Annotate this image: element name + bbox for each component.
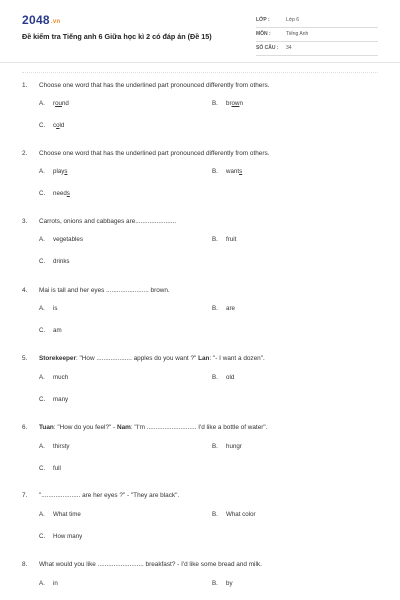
option-underlined: s <box>239 168 243 175</box>
option-c[interactable] <box>39 396 68 403</box>
option-label: C. <box>39 258 46 265</box>
option-text: am <box>53 327 62 334</box>
option-b[interactable] <box>212 236 236 243</box>
option-c[interactable] <box>39 190 70 197</box>
question-text-part: : "- I want a dozen". <box>209 355 265 362</box>
meta-value: 34 <box>286 45 292 51</box>
option-text: n <box>239 100 243 107</box>
option-c[interactable] <box>39 327 62 334</box>
option-b[interactable] <box>212 305 235 312</box>
option-text: nd <box>61 100 69 107</box>
option-label: C. <box>39 396 46 403</box>
option-label: B. <box>212 511 218 518</box>
question-number: 5. <box>22 355 28 362</box>
question-text: Choose one word that has the underlined part pronounced differently from others. <box>39 82 270 89</box>
meta-class <box>256 13 378 28</box>
option-text: fruit <box>226 236 237 243</box>
option-text: What color <box>226 511 256 518</box>
document-title: Đề kiểm tra Tiếng anh 6 Giữa học kì 2 có đáp án (Đề 15) <box>22 32 212 41</box>
option-c[interactable] <box>39 258 70 265</box>
option-label: B. <box>212 236 218 243</box>
option-label: A. <box>39 305 45 312</box>
option-a[interactable] <box>39 443 70 450</box>
speaker-name: Lan <box>198 355 210 362</box>
option-a[interactable] <box>39 511 81 518</box>
question-text-part: : "How do you feel?" - <box>53 424 117 431</box>
question-number: 8. <box>22 561 28 568</box>
option-text: hungr <box>226 443 242 450</box>
option-label: A. <box>39 168 45 175</box>
option-text: are <box>226 305 235 312</box>
speaker-name: Tuan <box>39 424 54 431</box>
option-text: full <box>53 465 61 472</box>
option-b[interactable] <box>212 100 243 107</box>
option-underlined: s <box>64 168 68 175</box>
option-text: What time <box>53 511 81 518</box>
speaker-name: Storekeeper <box>39 355 76 362</box>
option-text: by <box>226 580 233 587</box>
question-text-part: : "I'm ............................ I'd like a bottle of water". <box>130 424 268 431</box>
option-text: br <box>226 100 232 107</box>
question-text-part: : "How .................... apples do you want ?" <box>75 355 199 362</box>
logo-text: 2048 <box>22 13 50 27</box>
option-c[interactable] <box>39 533 82 540</box>
meta-key: SỐ CÂU : <box>256 45 279 51</box>
meta-key: MÔN : <box>256 31 271 37</box>
option-label: C. <box>39 190 46 197</box>
option-label: A. <box>39 236 45 243</box>
question-number: 6. <box>22 424 28 431</box>
option-text: is <box>53 305 58 312</box>
option-label: A. <box>39 443 45 450</box>
option-label: B. <box>212 443 218 450</box>
site-logo[interactable] <box>22 13 60 27</box>
option-b[interactable] <box>212 580 233 587</box>
option-a[interactable] <box>39 168 67 175</box>
option-b[interactable] <box>212 374 234 381</box>
question-text: Mai is tall and her eyes ........................ brown. <box>39 287 170 294</box>
option-label: A. <box>39 580 45 587</box>
option-label: A. <box>39 374 45 381</box>
speaker-name: Nam <box>116 424 131 431</box>
option-text: How many <box>53 533 83 540</box>
question-text: Carrots, onions and cabbages are....................... <box>39 218 177 225</box>
meta-value: Lớp 6 <box>286 17 300 23</box>
question-text <box>39 355 379 362</box>
option-underlined: ow <box>231 100 240 107</box>
option-a[interactable] <box>39 100 69 107</box>
option-a[interactable] <box>39 305 57 312</box>
option-text: much <box>53 374 69 381</box>
option-label: B. <box>212 374 218 381</box>
option-text: want <box>226 168 240 175</box>
header-divider <box>22 72 378 73</box>
option-text: drinks <box>53 258 70 265</box>
option-label: B. <box>212 168 218 175</box>
question-number: 1. <box>22 82 28 89</box>
option-c[interactable] <box>39 465 61 472</box>
option-text: old <box>226 374 235 381</box>
option-label: C. <box>39 122 46 129</box>
option-label: B. <box>212 580 218 587</box>
option-label: B. <box>212 305 218 312</box>
option-text: many <box>53 396 69 403</box>
option-underlined: ou <box>55 100 62 107</box>
option-b[interactable] <box>212 511 256 518</box>
option-a[interactable] <box>39 374 68 381</box>
option-a[interactable] <box>39 580 58 587</box>
option-text: thirsty <box>53 443 70 450</box>
meta-key: LỚP : <box>256 17 270 23</box>
option-c[interactable] <box>39 122 64 129</box>
meta-value: Tiếng Anh <box>286 31 309 37</box>
option-label: C. <box>39 327 46 334</box>
option-a[interactable] <box>39 236 83 243</box>
option-underlined: s <box>66 190 70 197</box>
option-label: C. <box>39 465 46 472</box>
option-text: vegetables <box>53 236 83 243</box>
option-text: play <box>53 168 65 175</box>
question-number: 4. <box>22 287 28 294</box>
option-text: c <box>53 122 57 129</box>
option-text: ld <box>59 122 65 129</box>
meta-subject <box>256 27 378 42</box>
question-text: Choose one word that has the underlined part pronounced differently from others. <box>39 150 270 157</box>
option-label: A. <box>39 511 45 518</box>
question-number: 3. <box>22 218 28 225</box>
option-text: in <box>53 580 58 587</box>
option-text: r <box>53 100 56 107</box>
option-b[interactable] <box>212 168 242 175</box>
question-text <box>39 424 379 431</box>
logo-tld: .vn <box>50 19 61 25</box>
option-label: C. <box>39 533 46 540</box>
meta-count <box>256 41 378 56</box>
question-number: 7. <box>22 492 28 499</box>
question-text: What would you like .......................... breakfast? - I'd like some bread and milk. <box>39 561 262 568</box>
option-text: need <box>53 190 67 197</box>
option-label: A. <box>39 100 45 107</box>
question-text: "...................... are her eyes ?" - "They are black". <box>39 492 180 499</box>
question-number: 2. <box>22 150 28 157</box>
document-header <box>0 0 400 63</box>
option-label: B. <box>212 100 218 107</box>
option-b[interactable] <box>212 443 242 450</box>
option-underlined: o <box>56 122 60 129</box>
